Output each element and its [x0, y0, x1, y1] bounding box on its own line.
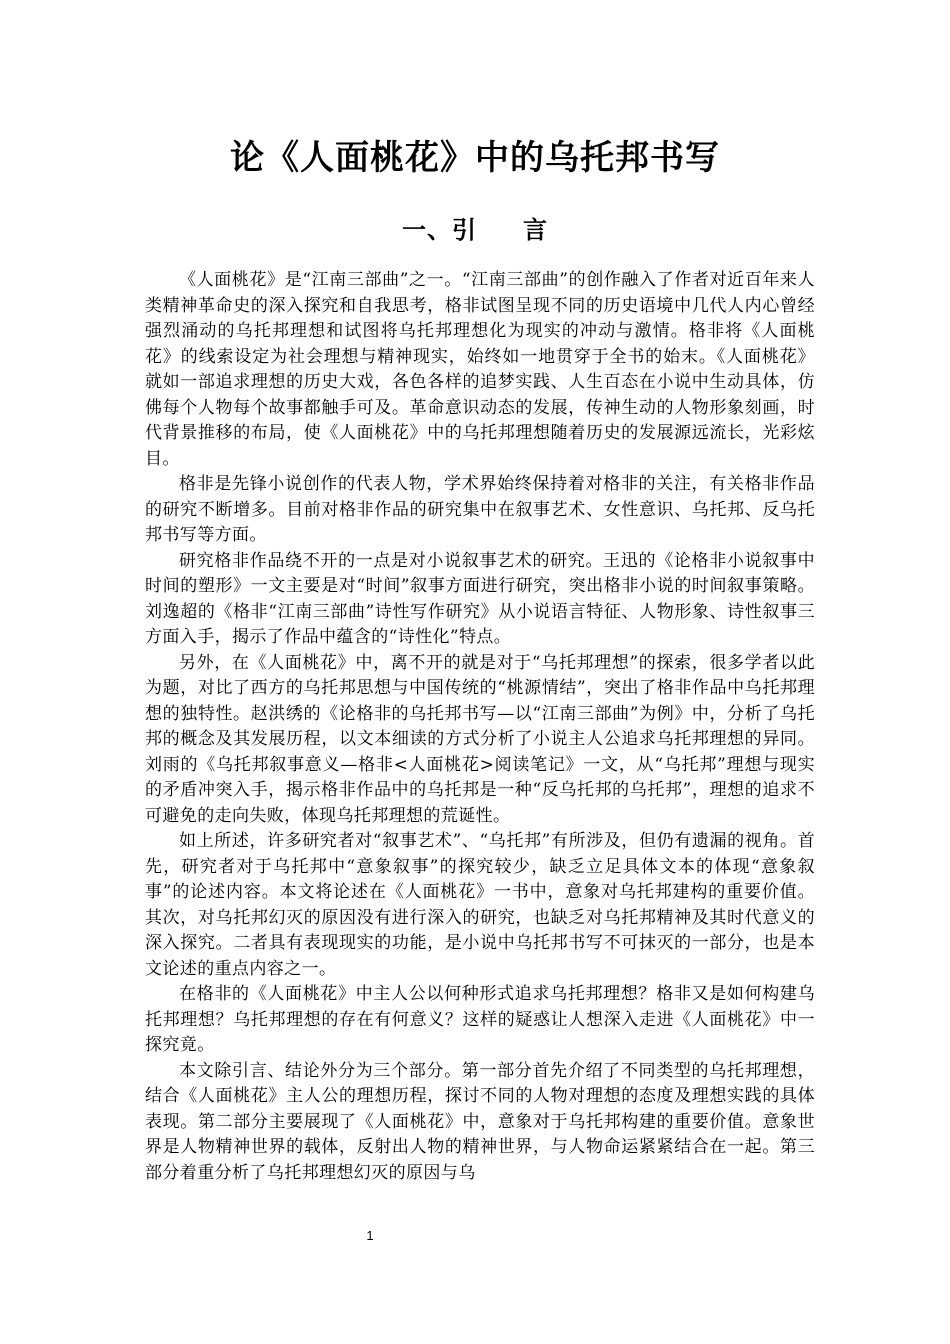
section-heading: [0, 210, 950, 245]
paragraph: 另外，在《人面桃花》中，离不开的就是对于“乌托邦理想”的探索，很多学者以此为题，对比了西方的乌托邦思想与中国传统的“桃源情结”，突出了格非作品中乌托邦理想的独特性。赵洪绣的《论格非的乌托邦书写—以“江南三部曲”为例》中，分析了乌托邦的概念及其发展历程，以文本细读的方式分析了小说主人公追求乌托邦理想的异同。刘雨的《乌托邦叙事意义—格非<人面桃花>阅读笔记》一文，从“乌托邦”理想与现实的矛盾冲突入手，揭示格非作品中的乌托邦是一种“反乌托邦的乌托邦”，理想的追求不可避免的走向失败，体现乌托邦理想的荒诞性。: [145, 652, 815, 826]
page-number: 1: [366, 1228, 374, 1243]
paragraph: 格非是先锋小说创作的代表人物，学术界始终保持着对格非的关注，有关格非作品的研究不断增多。目前对格非作品的研究集中在叙事艺术、女性意识、乌托邦、反乌托邦书写等方面。: [145, 474, 815, 545]
document-title: 论《人面桃花》中的乌托邦书写: [230, 138, 720, 178]
paragraph: 在格非的《人面桃花》中主人公以何种形式追求乌托邦理想？格非又是如何构建乌托邦理想？乌托邦理想的存在有何意义？这样的疑惑让人想深入走进《人面桃花》中一探究竟。: [145, 984, 815, 1055]
paragraph: 研究格非作品绕不开的一点是对小说叙事艺术的研究。王迅的《论格非小说叙事中时间的塑形》一文主要是对“时间”叙事方面进行研究，突出格非小说的时间叙事策略。刘逸超的《格非“江南三部曲”诗性写作研究》从小说语言特征、人物形象、诗性叙事三方面入手，揭示了作品中蕴含的“诗性化”特点。: [145, 550, 815, 647]
paragraph: 如上所述，许多研究者对“叙事艺术”、“乌托邦”有所涉及，但仍有遗漏的视角。首先，研究者对于乌托邦中“意象叙事”的探究较少，缺乏立足具体文本的体现“意象叙事”的论述内容。本文将论述在《人面桃花》一书中，意象对乌托邦建构的重要价值。其次，对乌托邦幻灭的原因没有进行深入的研究，也缺乏对乌托邦精神及其时代意义的深入探究。二者具有表现现实的功能，是小说中乌托邦书写不可抹灭的一部分，也是本文论述的重点内容之一。: [145, 831, 815, 979]
section-heading-text: 言: [523, 216, 548, 244]
section-heading-number: 一、引: [402, 216, 477, 244]
paragraph: 本文除引言、结论外分为三个部分。第一部分首先介绍了不同类型的乌托邦理想，结合《人面桃花》主人公的理想历程，探讨不同的人物对理想的态度及理想实践的具体表现。第二部分主要展现了《人面桃花》中，意象对于乌托邦构建的重要价值。意象世界是人物精神世界的载体，反射出人物的精神世界，与人物命运紧紧结合在一起。第三部分着重分析了乌托邦理想幻灭的原因与乌: [145, 1060, 815, 1183]
document-body: [145, 268, 815, 1186]
paragraph: 《人面桃花》是“江南三部曲”之一。“江南三部曲”的创作融入了作者对近百年来人类精神革命史的深入探究和自我思考，格非试图呈现不同的历史语境中几代人内心曾经强烈涌动的乌托邦理想和试图将乌托邦理想化为现实的冲动与激情。格非将《人面桃花》的线索设定为社会理想与精神现实，始终如一地贯穿于全书的始末。《人面桃花》就如一部追求理想的历史大戏，各色各样的追梦实践、人生百态在小说中生动具体，仿佛每个人物每个故事都触手可及。革命意识动态的发展，传神生动的人物形象刻画，时代背景推移的布局，使《人面桃花》中的乌托邦理想随着历史的发展源远流长，光彩炫目。: [145, 270, 815, 469]
